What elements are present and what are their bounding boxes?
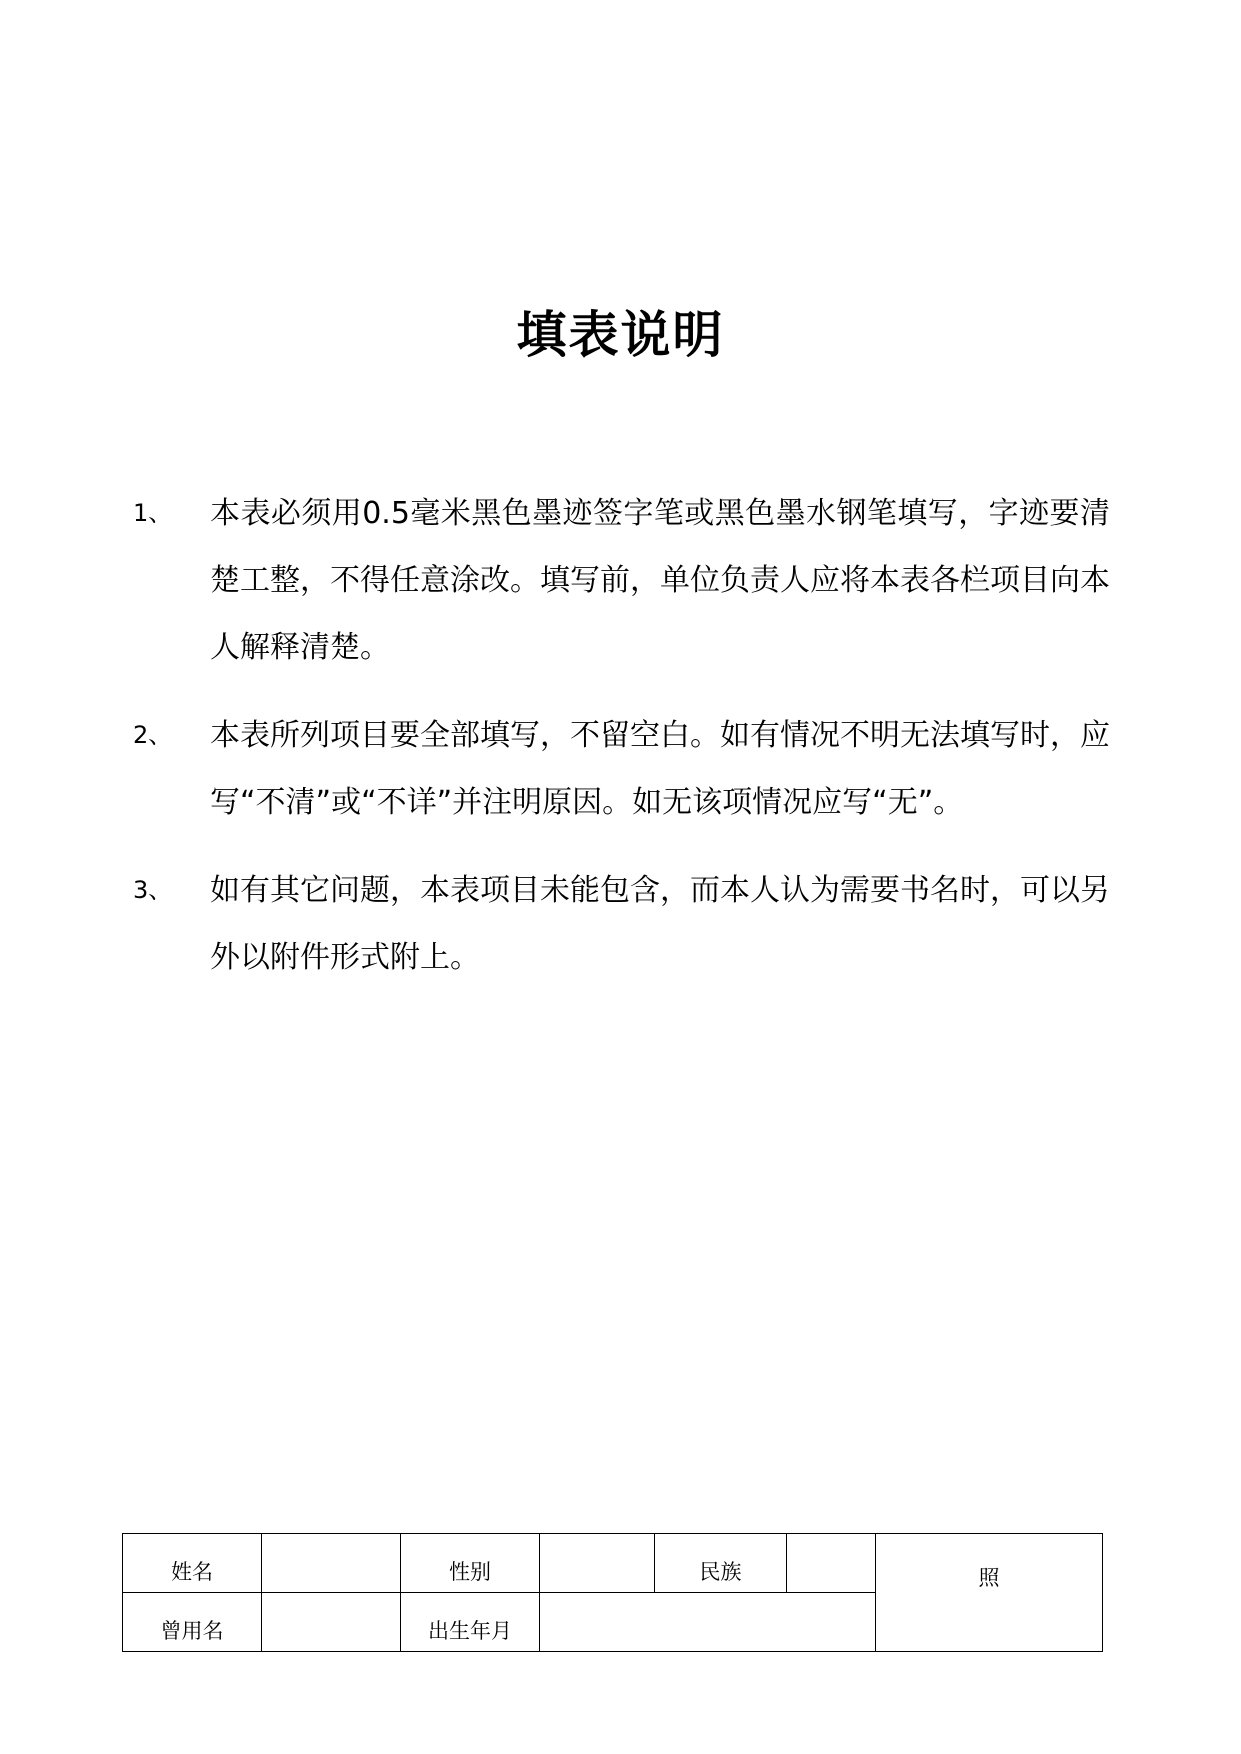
instruction-item-3	[133, 857, 1113, 991]
instruction-number: 2、	[133, 721, 173, 749]
instruction-text: 本表所列项目要全部填写，不留空白。如有情况不明无法填写时，应写“不清”或“不详”并注明原因。如无该项情况应写“无”。	[210, 718, 1110, 820]
former-name-field[interactable]	[262, 1593, 401, 1652]
ethnicity-label: 民族	[655, 1534, 787, 1593]
instruction-number: 3、	[133, 876, 173, 904]
name-label: 姓名	[123, 1534, 262, 1593]
instruction-item-1	[133, 480, 1113, 681]
personal-info-table	[122, 1533, 1103, 1652]
birth-date-label: 出生年月	[401, 1593, 540, 1652]
gender-field[interactable]	[540, 1534, 655, 1593]
instruction-item-2	[133, 702, 1113, 836]
photo-box: 照	[876, 1534, 1103, 1652]
birth-date-field[interactable]	[540, 1593, 876, 1652]
instruction-text: 如有其它问题，本表项目未能包含，而本人认为需要书名时，可以另外以附件形式附上。	[210, 873, 1110, 975]
gender-label: 性别	[401, 1534, 540, 1593]
table-row	[123, 1534, 1103, 1593]
ethnicity-field[interactable]	[787, 1534, 876, 1593]
instructions-list	[133, 480, 1113, 1012]
instruction-number: 1、	[133, 499, 173, 527]
page-title: 填表说明	[516, 306, 725, 364]
name-field[interactable]	[262, 1534, 401, 1593]
former-name-label: 曾用名	[123, 1593, 262, 1652]
instruction-text: 本表必须用0.5毫米黑色墨迹签字笔或黑色墨水钢笔填写，字迹要清楚工整，不得任意涂改。填写前，单位负责人应将本表各栏项目向本人解释清楚。	[210, 496, 1110, 665]
